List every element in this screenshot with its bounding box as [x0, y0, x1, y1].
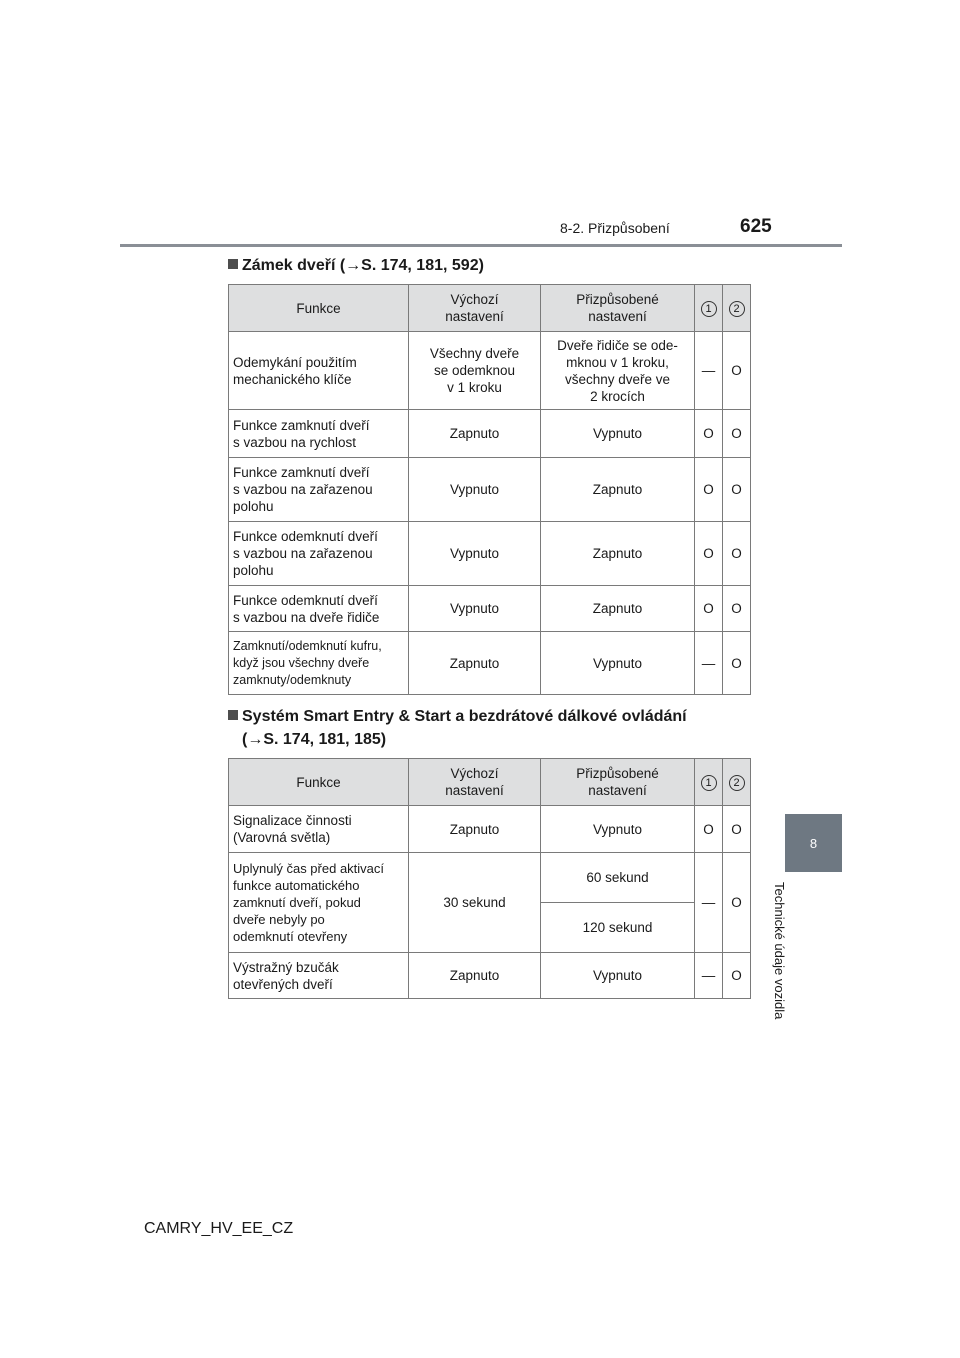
circled-number-1: 1	[701, 775, 717, 791]
cell-c1: O	[695, 586, 723, 632]
table-row	[229, 410, 751, 458]
cell-default: Vypnuto	[409, 522, 541, 586]
col-function: Funkce	[229, 285, 409, 332]
cell-custom: Zapnuto	[541, 522, 695, 586]
page-number: 625	[740, 216, 772, 237]
cell-c1: O	[695, 522, 723, 586]
document-code: CAMRY_HV_EE_CZ	[144, 1220, 294, 1237]
col-default: Výchozí nastavení	[409, 759, 541, 806]
cell-c1: —	[695, 953, 723, 999]
cell-default: Všechny dveře se odemknou v 1 kroku	[409, 332, 541, 410]
cell-function: Funkce zamknutí dveří s vazbou na zařazenou polohu	[229, 458, 409, 522]
cell-custom: Vypnuto	[541, 806, 695, 853]
cell-c2: O	[723, 953, 751, 999]
door-lock-table	[228, 284, 751, 695]
table-row	[229, 632, 751, 695]
chapter-label	[772, 882, 809, 1042]
circled-number-2: 2	[729, 775, 745, 791]
cell-default: Zapnuto	[409, 410, 541, 458]
table-row	[229, 953, 751, 999]
cell-c2: O	[723, 522, 751, 586]
circled-number-2: 2	[729, 301, 745, 317]
cell-c2: O	[723, 586, 751, 632]
col-2	[723, 285, 751, 332]
cell-function: Odemykání použitím mechanického klíče	[229, 332, 409, 410]
table-row	[229, 332, 751, 410]
cell-c1: —	[695, 332, 723, 410]
cell-function: Signalizace činnosti (Varovná světla)	[229, 806, 409, 853]
square-bullet-icon	[228, 259, 238, 269]
col-2	[723, 759, 751, 806]
cell-default: 30 sekund	[409, 853, 541, 953]
col-1	[695, 285, 723, 332]
table-row	[229, 522, 751, 586]
cell-c2: O	[723, 332, 751, 410]
square-bullet-icon	[228, 710, 238, 720]
table-row	[229, 806, 751, 853]
section2-heading-text: Systém Smart Entry & Start a bezdrátové dálkové ovládání	[242, 708, 687, 725]
cell-custom: Vypnuto	[541, 953, 695, 999]
cell-custom: Zapnuto	[541, 586, 695, 632]
section2-heading-ref: (→S. 174, 181, 185)	[242, 731, 387, 748]
col-custom: Přizpůsobené nastavení	[541, 285, 695, 332]
table-row	[229, 853, 751, 903]
cell-c2: O	[723, 458, 751, 522]
cell-c2: O	[723, 632, 751, 695]
chapter-tab: 8	[785, 814, 842, 872]
table-header-row	[229, 285, 751, 332]
cell-default: Zapnuto	[409, 953, 541, 999]
cell-c1: —	[695, 632, 723, 695]
section-title: 8-2. Přizpůsobení	[560, 220, 670, 236]
cell-c1: O	[695, 458, 723, 522]
table-row	[229, 586, 751, 632]
cell-c2: O	[723, 853, 751, 953]
cell-c1: —	[695, 853, 723, 953]
header-divider	[120, 244, 842, 247]
cell-custom: Vypnuto	[541, 410, 695, 458]
table-row	[229, 458, 751, 522]
cell-function: Funkce zamknutí dveří s vazbou na rychlost	[229, 410, 409, 458]
chapter-label-text: Technické údaje vozidla	[772, 882, 787, 1020]
cell-custom: 120 sekund	[541, 903, 695, 953]
cell-function: Funkce odemknutí dveří s vazbou na zařazenou polohu	[229, 522, 409, 586]
cell-custom: Zapnuto	[541, 458, 695, 522]
col-1	[695, 759, 723, 806]
cell-default: Vypnuto	[409, 586, 541, 632]
section1-heading-text: Zámek dveří (→S. 174, 181, 592)	[242, 257, 484, 274]
cell-function: Uplynulý čas před aktivací funkce automatického zamknutí dveří, pokud dveře nebyly po odemknutí otevřeny	[229, 853, 409, 953]
cell-c2: O	[723, 410, 751, 458]
cell-custom: 60 sekund	[541, 853, 695, 903]
cell-function: Zamknutí/odemknutí kufru, když jsou všechny dveře zamknuty/odemknuty	[229, 632, 409, 695]
cell-function: Výstražný bzučák otevřených dveří	[229, 953, 409, 999]
cell-default: Zapnuto	[409, 806, 541, 853]
col-default: Výchozí nastavení	[409, 285, 541, 332]
col-function: Funkce	[229, 759, 409, 806]
cell-default: Zapnuto	[409, 632, 541, 695]
cell-c2: O	[723, 806, 751, 853]
col-custom: Přizpůsobené nastavení	[541, 759, 695, 806]
smart-entry-table	[228, 758, 751, 999]
circled-number-1: 1	[701, 301, 717, 317]
table-header-row	[229, 759, 751, 806]
cell-custom: Dveře řidiče se ode- mknou v 1 kroku, všechny dveře ve 2 krocích	[541, 332, 695, 410]
cell-c1: O	[695, 806, 723, 853]
cell-function: Funkce odemknutí dveří s vazbou na dveře řidiče	[229, 586, 409, 632]
cell-custom: Vypnuto	[541, 632, 695, 695]
cell-c1: O	[695, 410, 723, 458]
section2-heading	[228, 705, 687, 751]
cell-default: Vypnuto	[409, 458, 541, 522]
section1-heading	[228, 254, 484, 277]
